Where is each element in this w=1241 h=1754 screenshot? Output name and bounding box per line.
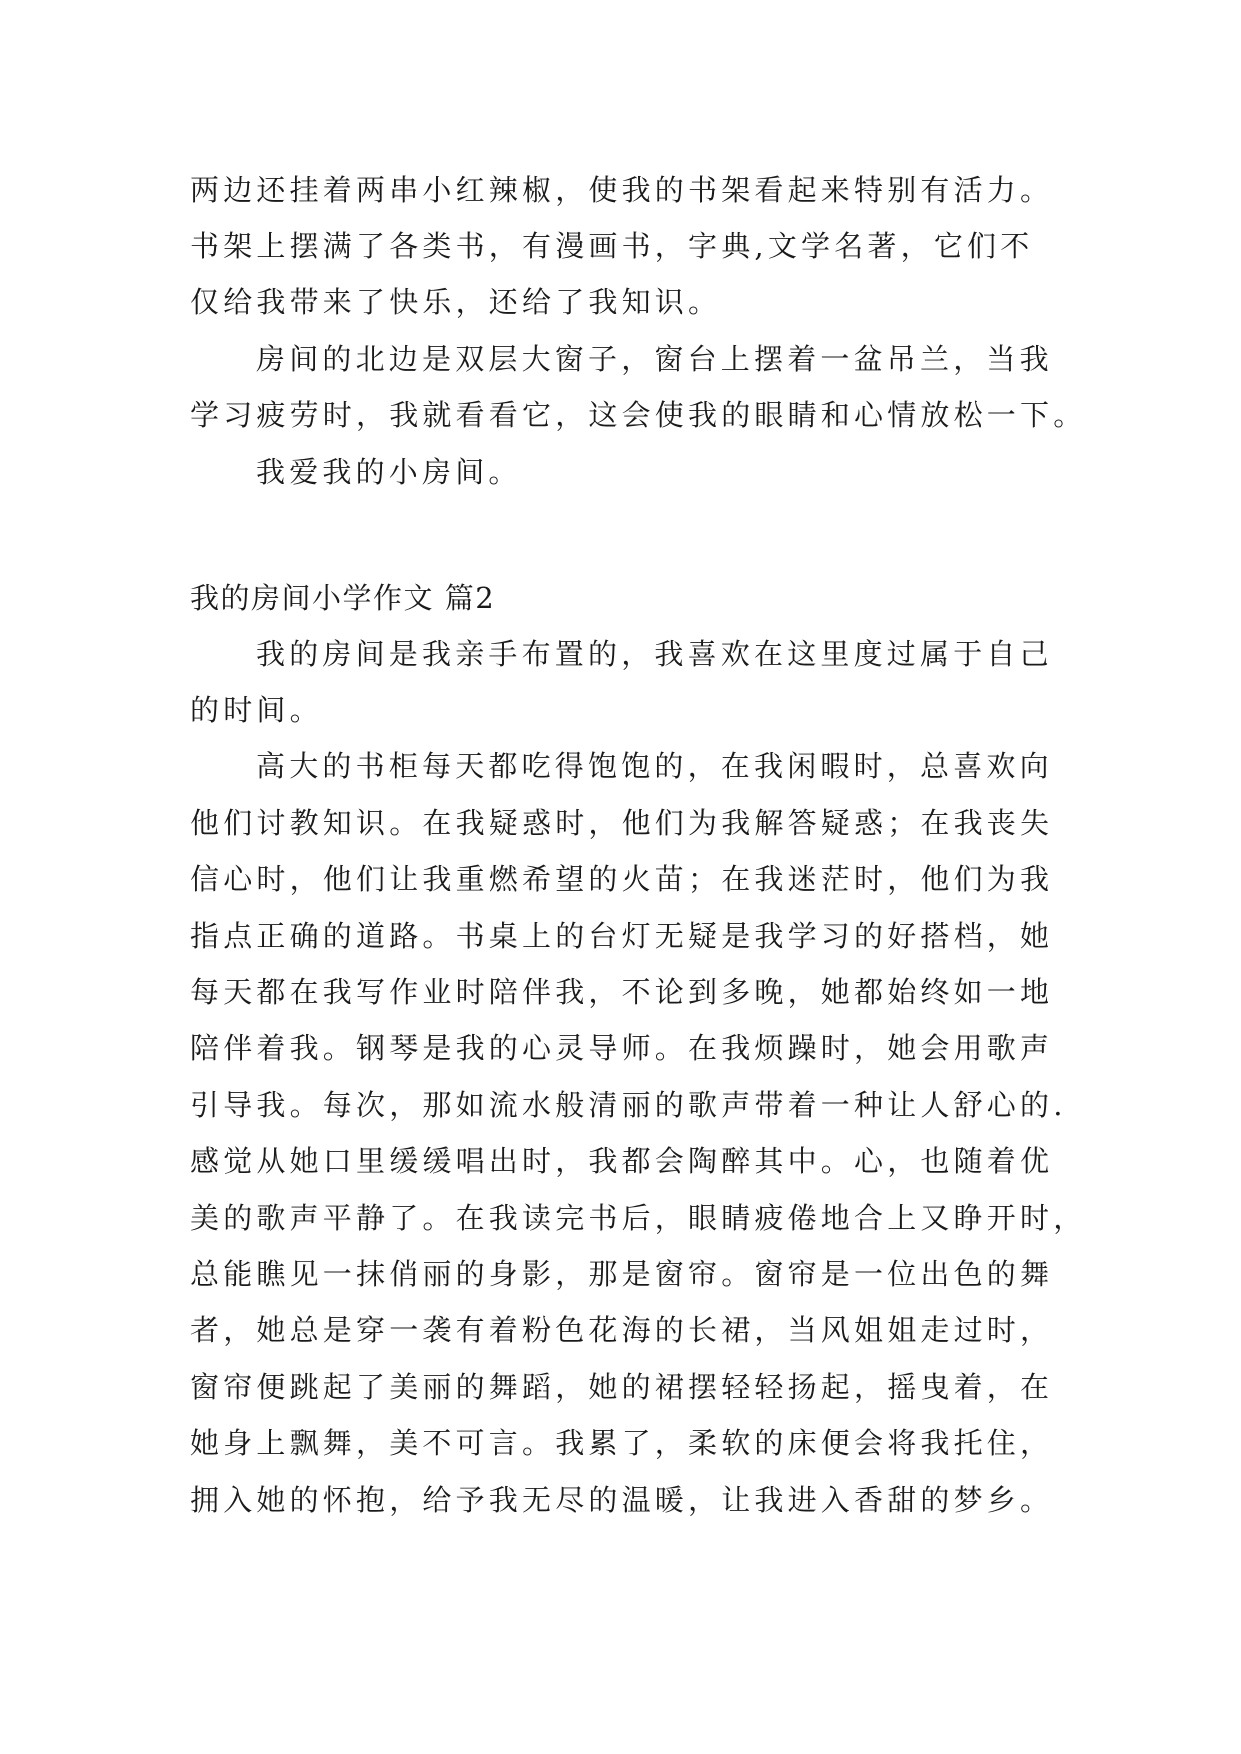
section-heading: 我的房间小学作文 篇2 xyxy=(190,581,496,615)
paragraph-line: 信心时，他们让我重燃希望的火苗；在我迷茫时，他们为我 xyxy=(190,862,1054,896)
paragraph-line: 感觉从她口里缓缓唱出时，我都会陶醉其中。心，也随着优 xyxy=(190,1144,1054,1178)
paragraph-line: 她身上飘舞，美不可言。我累了，柔软的床便会将我托住， xyxy=(190,1426,1054,1460)
paragraph-line: 窗帘便跳起了美丽的舞蹈，她的裙摆轻轻扬起，摇曳着，在 xyxy=(190,1370,1054,1404)
paragraph-line: 陪伴着我。钢琴是我的心灵导师。在我烦躁时，她会用歌声 xyxy=(190,1031,1054,1065)
paragraph-line: 我的房间是我亲手布置的，我喜欢在这里度过属于自己 xyxy=(256,637,1053,671)
paragraph-line: 的时间。 xyxy=(190,693,323,727)
paragraph-line: 我爱我的小房间。 xyxy=(256,455,522,489)
paragraph-line: 每天都在我写作业时陪伴我，不论到多晚，她都始终如一地 xyxy=(190,975,1054,1009)
paragraph-line: 两边还挂着两串小红辣椒，使我的书架看起来特别有活力。 xyxy=(190,173,1054,207)
paragraph-line: 房间的北边是双层大窗子，窗台上摆着一盆吊兰，当我 xyxy=(256,342,1053,376)
paragraph-line: 指点正确的道路。书桌上的台灯无疑是我学习的好搭档，她 xyxy=(190,919,1054,953)
paragraph-line: 美的歌声平静了。在我读完书后，眼睛疲倦地合上又睁开时， xyxy=(190,1201,1087,1235)
paragraph-line: 他们讨教知识。在我疑惑时，他们为我解答疑惑；在我丧失 xyxy=(190,806,1054,840)
paragraph-line: 书架上摆满了各类书，有漫画书，字典,文学名著，它们不 xyxy=(190,229,1034,263)
paragraph-line: 总能瞧见一抹俏丽的身影，那是窗帘。窗帘是一位出色的舞 xyxy=(190,1257,1054,1291)
paragraph-line: 者，她总是穿一袭有着粉色花海的长裙，当风姐姐走过时， xyxy=(190,1313,1054,1347)
paragraph-line: 引导我。每次，那如流水般清丽的歌声带着一种让人舒心的. xyxy=(190,1088,1067,1122)
paragraph-line: 拥入她的怀抱，给予我无尽的温暖，让我进入香甜的梦乡。 xyxy=(190,1483,1054,1517)
paragraph-line: 高大的书柜每天都吃得饱饱的，在我闲暇时，总喜欢向 xyxy=(256,749,1053,783)
paragraph-line: 学习疲劳时，我就看看它，这会使我的眼睛和心情放松一下。 xyxy=(190,398,1087,432)
paragraph-line: 仅给我带来了快乐，还给了我知识。 xyxy=(190,285,722,319)
